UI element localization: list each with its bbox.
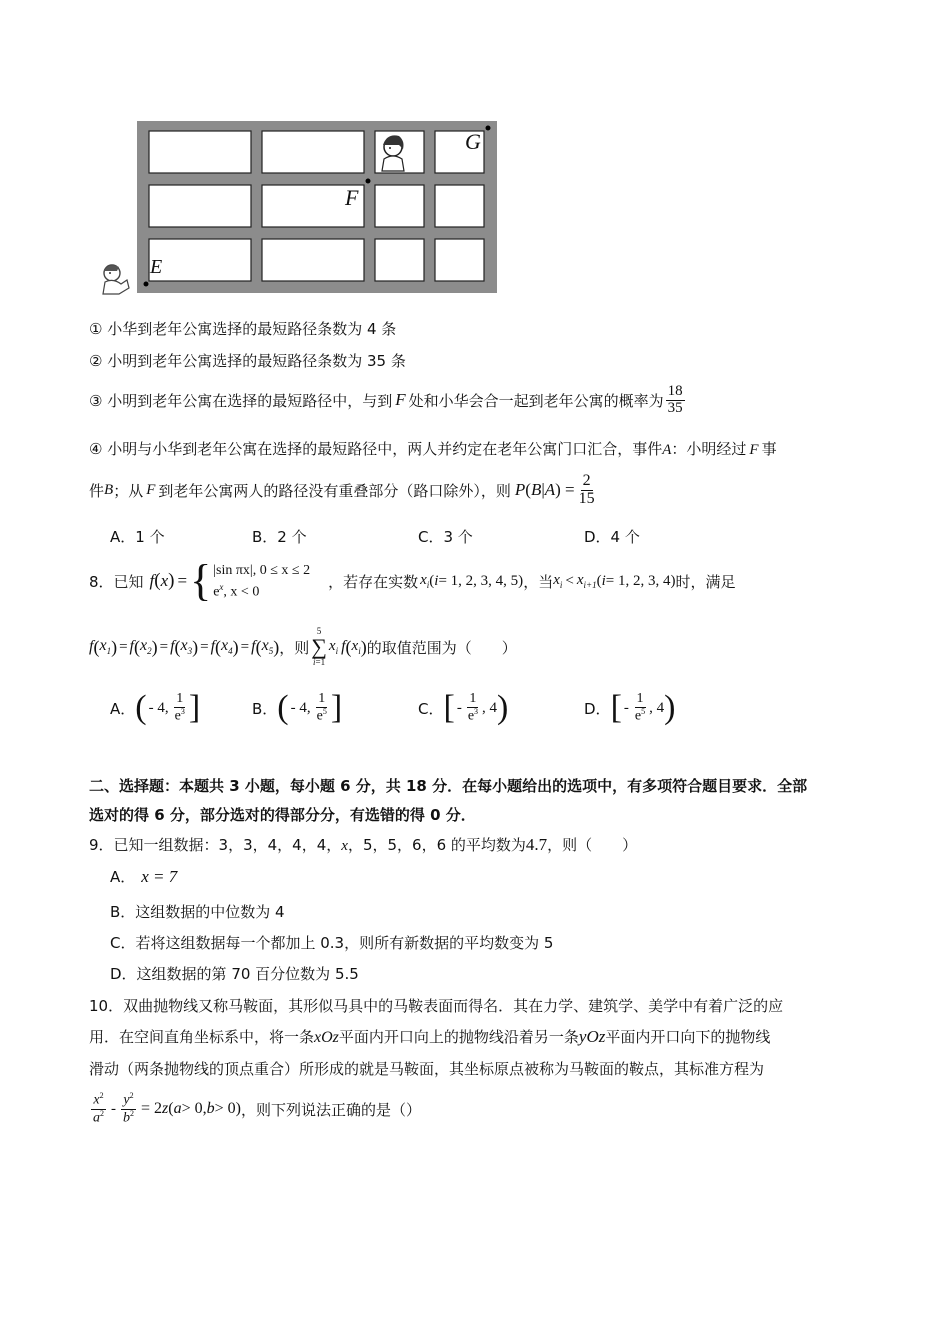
q7-option-c[interactable]: C．3 个 xyxy=(418,528,473,546)
q7-option-d[interactable]: D．4 个 xyxy=(584,528,640,546)
grid-figure xyxy=(137,119,497,293)
q8-option-c[interactable]: C． [ - $\frac{1}{e^3}$ , 4 ) xyxy=(418,689,509,726)
statement-4-line1 xyxy=(89,438,777,459)
q8-text-4: ，则 xyxy=(279,638,310,657)
block xyxy=(149,185,251,227)
q8-text-5: 的取值范围为（ ） xyxy=(366,638,517,657)
conditional-probability: P xyxy=(514,480,526,499)
q8-stem-line1: 8．已知 f ( x ) = { |sin πx|, 0 ≤ x ≤ 2 $e^x$, x < 0 ，若存在实数 $x_i$ ( i = 1, 2, 3, 4, 5) ，当 $x_i$ < $x_{i+1}$ ( i = 1, 2, 3, 4) 时，满足 xyxy=(89,556,736,605)
q10-line3: 滑动（两条抛物线的顶点重合）所形成的就是马鞍面，其坐标原点被称为马鞍面的鞍点，其标准方程为 xyxy=(89,1060,765,1078)
statement-3-text-a: ③ 小明到老年公寓在选择的最短路径中，与到 xyxy=(89,391,393,410)
statement-4-text-b: ：小明经过 xyxy=(671,440,747,458)
q8-text-2: ，当 xyxy=(523,572,554,591)
q8-option-b[interactable]: B． ( - 4, $\frac{1}{e^5}$ ] xyxy=(252,689,343,726)
street-grid-diagram xyxy=(137,119,497,293)
q8-piece-2: $e^x$, x < 0 xyxy=(213,581,260,600)
statement-4-text-c: 事 xyxy=(761,440,777,458)
q9-mean: 4.7 xyxy=(525,835,548,854)
statement-4-text-d: 件 xyxy=(89,481,105,500)
q9-stem: 9．已知一组数据：3，3，4，4，4，x，5，5，6，6 的平均数为4.7，则（ ） xyxy=(89,835,638,854)
fraction-18-35 xyxy=(666,384,685,417)
statement-4-text-a: ④ 小明与小华到老年公寓在选择的最短路径中，两人并约定在老年公寓门口汇合，事件 xyxy=(89,440,663,458)
q7-option-a[interactable]: A．1 个 xyxy=(110,528,165,546)
fraction-numerator: 2 xyxy=(582,471,591,489)
xiaoming-figure-icon xyxy=(97,262,135,296)
q8-option-d[interactable]: D． [ - $\frac{1}{e^5}$ , 4 ) xyxy=(584,689,676,726)
q9-option-b[interactable]: B．这组数据的中位数为 4 xyxy=(110,903,285,921)
statement-2: ② 小明到老年公寓选择的最短路径条数为 35 条 xyxy=(89,352,406,370)
event-b-label: B xyxy=(104,481,114,498)
block xyxy=(435,185,484,227)
q9-option-c[interactable]: C．若将这组数据每一个都加上 0.3，则所有新数据的平均数变为 5 xyxy=(110,934,554,952)
statement-4-line2: 件 B ；从 F 到老年公寓两人的路径没有重叠部分（路口除外），则 P ( B | A ) = $\frac{2}{15}$ xyxy=(89,471,595,507)
block xyxy=(149,239,251,281)
q10-line2: 用．在空间直角坐标系中，将一条xOz平面内开口向上的抛物线沿着另一条yOz平面内开口向下的抛物线 xyxy=(89,1027,771,1046)
block xyxy=(262,131,364,173)
q8-text-3: 时，满足 xyxy=(675,572,736,591)
q10-line1: 10．双曲抛物线又称马鞍面，其形似马具中的马鞍表面而得名．其在力学、建筑学、美学中有着广泛的应 xyxy=(89,997,784,1015)
section-2-heading-line1: 二、选择题：本题共 3 小题，每小题 6 分，共 18 分．在每小题给出的选项中，有多项符合题目要求．全部 xyxy=(89,777,808,795)
q8-stem-line2: f ( $x_1$ ) = f ( $x_2$ ) = f ( $x_3$ ) = f ( $x_4$ ) = f ( $x_5$ ) ，则 5 ∑ i=1 $x_i$ f ( $x_i$ ) 的取值范围为（ ） xyxy=(89,626,517,667)
fraction-numerator: 18 xyxy=(667,382,683,399)
statement-4-text-e: ；从 xyxy=(113,481,144,500)
statement-1: ① 小华到老年公寓选择的最短路径条数为 4 条 xyxy=(89,320,397,338)
q8-option-a[interactable]: A． ( - 4, $\frac{1}{e^3}$ ] xyxy=(110,689,201,726)
q7-option-b[interactable]: B．2 个 xyxy=(252,528,307,546)
point-f: F xyxy=(749,442,759,458)
point-f: F xyxy=(395,390,406,409)
label-e: E xyxy=(150,256,163,278)
block xyxy=(149,131,251,173)
block xyxy=(262,239,364,281)
block xyxy=(435,239,484,281)
statement-4-text-f: 到老年公寓两人的路径没有重叠部分（路口除外），则 xyxy=(158,481,511,500)
block xyxy=(375,239,424,281)
q8-piece-1: |sin πx|, 0 ≤ x ≤ 2 xyxy=(213,562,311,578)
statement-3 xyxy=(89,380,687,420)
fraction-2-15 xyxy=(577,473,597,508)
label-g: G xyxy=(465,129,481,154)
q10-line4: $\frac{x^2}{a^2}$ - $\frac{y^2}{b^2}$ = 2 z ( a > 0, b > 0) ，则下列说法正确的是（） xyxy=(93,1091,421,1126)
point-f: F xyxy=(146,481,156,498)
section-2-heading-line2: 选对的得 6 分，部分选对的得部分分，有选错的得 0 分． xyxy=(89,806,476,824)
event-a-label: A xyxy=(662,442,672,458)
statement-3-text-b: 处和小华会合一起到老年公寓的概率为 xyxy=(408,391,664,410)
q8-number: 8．已知 xyxy=(89,572,144,591)
q9-option-d[interactable]: D．这组数据的第 70 百分位数为 5.5 xyxy=(110,965,359,983)
q9-option-a[interactable]: A． x = 7 xyxy=(110,867,178,886)
q8-text-1: ，若存在实数 xyxy=(328,572,419,591)
block xyxy=(375,185,424,227)
label-f: F xyxy=(345,185,359,210)
fraction-denominator: 35 xyxy=(667,399,683,416)
fraction-denominator: 15 xyxy=(578,489,595,507)
